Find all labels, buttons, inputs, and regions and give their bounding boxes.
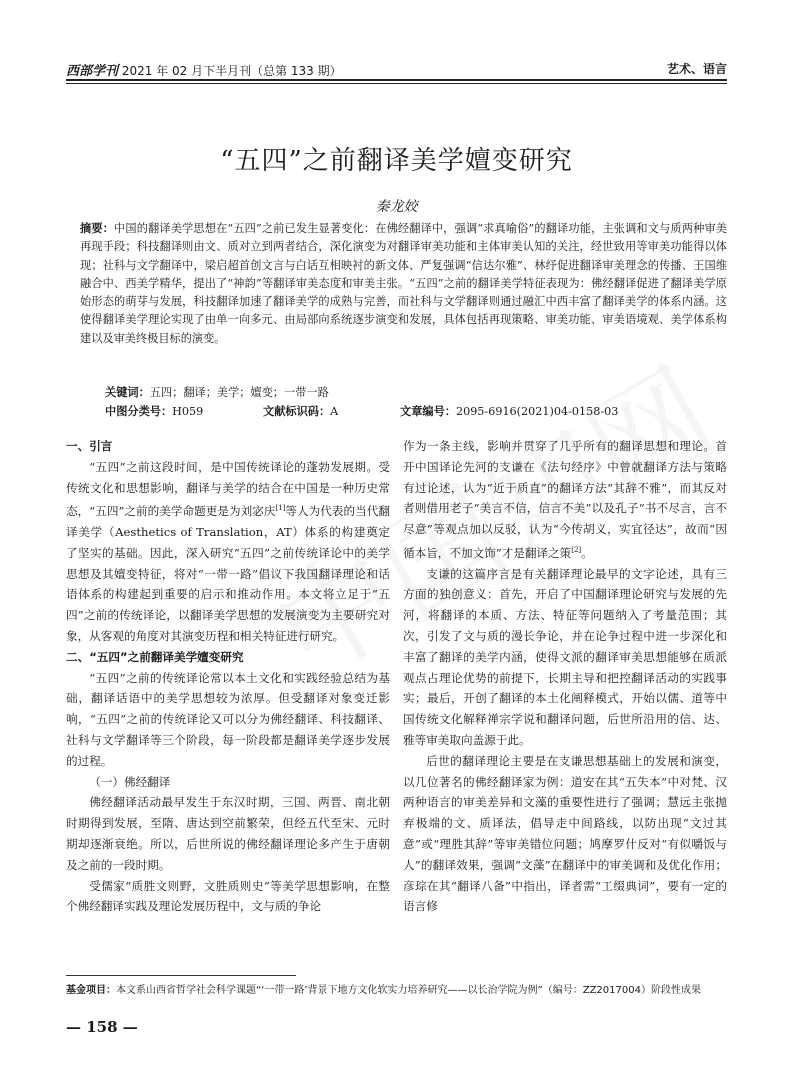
paragraph: “五四”之前这段时间，是中国传统译论的蓬勃发展期。受传统文化和思想影响，翻译与美学的结合在中国是一种历史常态，“五四”之前的美学命题更是为刘宓庆[1]等人为代表的当代翻译美学（Aesthetics of Translation，AT）体系的构建奠定了坚实的基础。因此，深入研究“五四”之前传统译论中的美学思想及其嬗变特征，将对“一带一路”倡议下我国翻译理论和话语体系的构建起到重要的启示和推动作用。本文将立足于“五四”之前的传统译论，以翻译美学思想的发展演变为主要研究对象，从客观的角度对其演变历程和相关特征进行研究。 <box>66 459 390 644</box>
issue-info: 2021 年 02 月下半月刊（总第 133 期） <box>121 64 342 78</box>
page-number: — 158 — <box>66 1018 138 1036</box>
citation: [2] <box>571 545 582 554</box>
classification-line <box>105 403 725 419</box>
journal-logo: 西部学刊 <box>66 64 119 79</box>
funding-text: 本文系山西省哲学社会科学课题“‘一带一路’背景下地方文化软实力培养研究——以长治学院为例”（编号：ZZ2017004）阶段性成果 <box>116 985 701 996</box>
keywords-text: 五四；翻译；美学；嬗变；一带一路 <box>149 386 329 399</box>
section-heading-intro: 一、引言 <box>66 439 113 453</box>
abstract-label: 摘要： <box>80 222 115 235</box>
article-number: 文章编号：2095-6916(2021)04-0158-03 <box>400 405 619 418</box>
right-column <box>403 436 727 917</box>
author-name: 秦龙姣 <box>375 199 418 215</box>
abstract-text: 中国的翻译美学思想在“五四”之前已发生显著变化：在佛经翻译中，强调“求真喻俗”的翻译功能，主张调和文与质两种审美再现手段；科技翻译则由文、质对立到两者结合，深化演变为对翻译审美功能和主体审美认知的关注，经世致用等审美功能得以体现；社科与文学翻译中，梁启超首创文言与白话互相映衬的新文体、严复强调“信达尔雅”、林纾促进翻译审美理念的传播、王国维融合中、西美学精华，提出了“神韵”等翻译审美态度和审美主张。“五四”之前的翻译美学特征表现为：佛经翻译促进了翻译美学原始形态的萌芽与发展，科技翻译加速了翻译美学的成熟与完善，而社科与文学翻译则通过融汇中西丰富了翻译美学的体系内涵。这使得翻译美学理论实现了由单一向多元、由局部向系统逐步演变和发展，具体包括再现策略、审美功能、审美语境观、美学体系构建以及审美终极目标的演变。 <box>80 222 727 345</box>
paragraph: 佛经翻译活动最早发生于东汉时期，三国、两晋、南北朝时期得到发展，至隋、唐达到空前繁荣，但经五代至宋、元时期却逐渐衰绝。所以，后世所说的佛经翻译理论多产生于唐朝及之前的一段时期。 <box>66 795 390 872</box>
doc-code: 文献标识码：A <box>263 405 339 418</box>
funding-footnote <box>66 983 727 999</box>
keywords <box>105 384 329 400</box>
running-header <box>66 56 727 78</box>
footnote-rule <box>66 975 296 976</box>
abstract <box>80 220 727 348</box>
paragraph: 受儒家“质胜文则野，文胜质则史”等美学思想影响，在整个佛经翻译实践及理论发展历程中，文与质的争论 <box>66 878 390 914</box>
subsection-heading: （一）佛经翻译 <box>89 774 171 789</box>
paragraph: 后世的翻译理论主要是在支谦思想基础上的发展和演变，以几位著名的佛经翻译家为例：道安在其“五失本”中对梵、汉两种语言的审美差异和文藻的重要性进行了强调；慧远主张抛弃极端的文、质译法，倡导走中间路线，以防出现“文过其意”或“理胜其辞”等审美错位问题；鸠摩罗什反对“有似嚼饭与人”的翻译效果，强调“文藻”在翻译中的审美调和及优化作用；彦琮在其“翻译八备”中指出，译者需“工缀典词”，要有一定的语言修 <box>403 753 727 914</box>
paragraph: 作为一条主线，影响并贯穿了几乎所有的翻译思想和理论。首开中国译论先河的支谦在《法句经序》中曾就翻译方法与策略有过论述，认为“近于质直”的翻译方法“其辞不雅”，而其反对者则借用老子“美言不信，信言不美”以及孔子“书不尽言，言不尽意”等观点加以反驳，认为“今传胡义，实宜径达”，故而“因循本旨，不加文饰”才是翻译之策[2]。 <box>403 439 727 560</box>
funding-label: 基金项目： <box>66 985 116 996</box>
keywords-label: 关键词： <box>105 386 150 399</box>
header-rule-thin <box>66 83 727 84</box>
section-heading-evolution: 二、“五四”之前翻译美学嬗变研究 <box>66 649 244 664</box>
citation: [1] <box>275 504 286 513</box>
section-label: 艺术、语言 <box>666 62 727 76</box>
journal-info <box>66 60 342 79</box>
paragraph: “五四”之前的传统译论常以本土文化和实践经验总结为基础，翻译话语中的美学思想较为浓厚。但受翻译对象变迁影响，“五四”之前的传统译论又可以分为佛经翻译、科技翻译、社科与文学翻译等三个阶段，每一阶段都是翻译美学逐步发展的过程。 <box>66 670 390 768</box>
article-title: “五四”之前翻译美学嬗变研究 <box>220 146 573 176</box>
paragraph: 支谦的这篇序言是有关翻译理论最早的文字论述，具有三方面的独创意义：首先，开启了中国翻译理论研究与发展的先河，将翻译的本质、方法、特征等问题纳入了考量范围；其次，引发了文与质的漫长争论，并在论争过程中进一步深化和丰富了翻译的美学内涵，使得文派的翻译审美思想能够在质派观点占理论优势的前提下，长期主导和把控翻译活动的实践事实；最后，开创了翻译的本土化阐释模式，开始以儒、道等中国传统文化解释禅宗学说和翻译问题，后世所沿用的信、达、雅等审美取向盖源于此。 <box>403 566 727 748</box>
clc-code: 中图分类号：H059 <box>105 405 204 418</box>
header-rule-thick <box>66 79 727 81</box>
left-column <box>66 436 390 917</box>
